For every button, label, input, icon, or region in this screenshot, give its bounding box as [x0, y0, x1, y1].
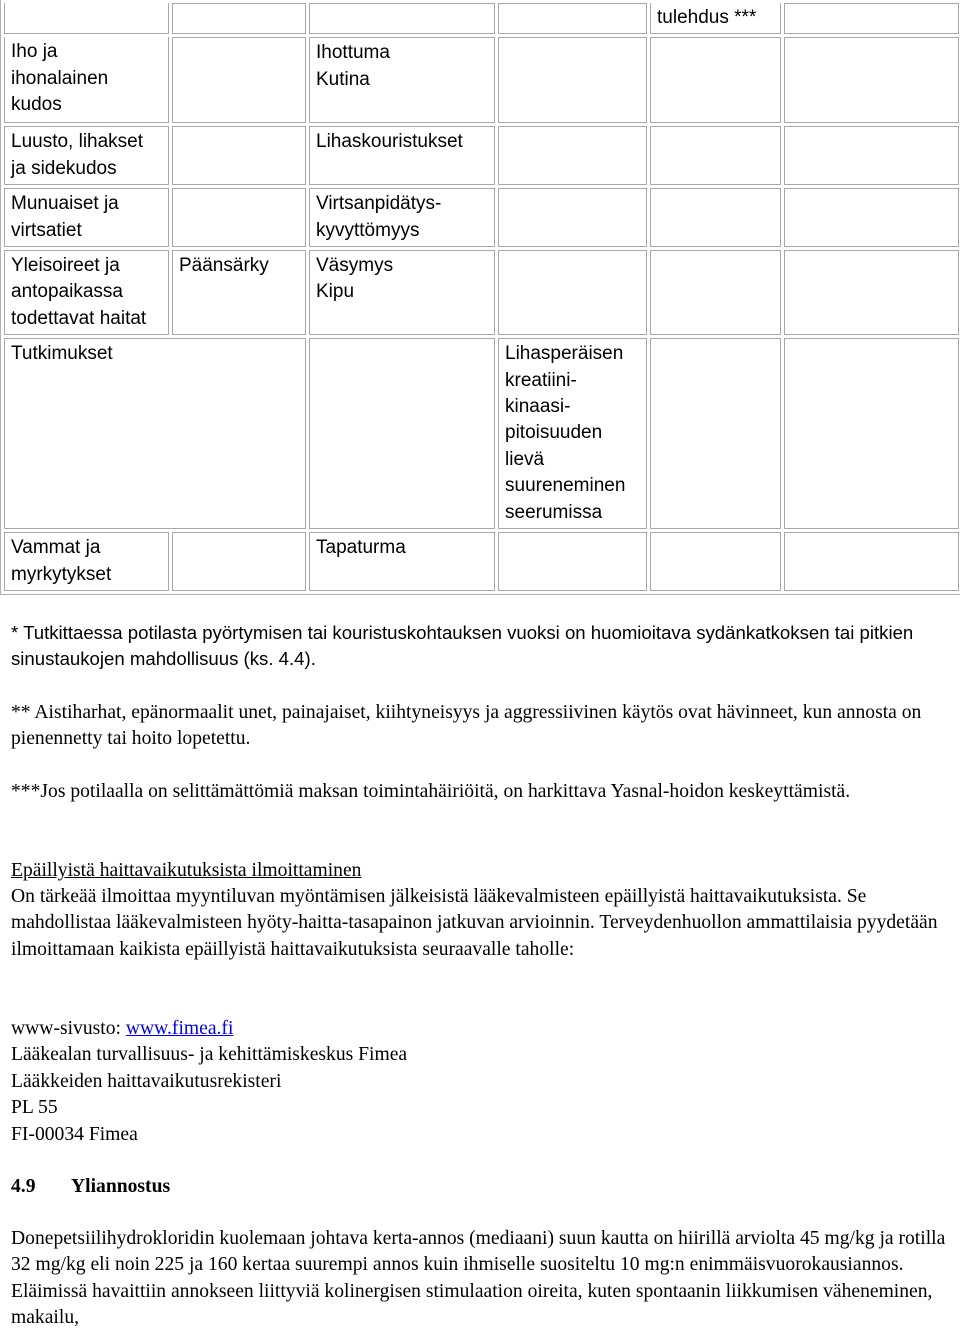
table-row: [4, 37, 959, 123]
table-cell: Väsymys Kipu: [309, 250, 495, 335]
website-label: www-sivusto:: [11, 1018, 126, 1039]
table-row: [4, 126, 959, 185]
table-cell: [650, 37, 781, 123]
table-cell: Virtsanpidätys- kyvyttömyys: [309, 188, 495, 247]
organ-class-cell: Yleisoireet ja antopaikassa todettavat haitat: [4, 250, 169, 335]
table-cell: [650, 338, 781, 529]
organ-class-cell: Luusto, lihakset ja sidekudos: [4, 126, 169, 185]
table-cell: [498, 37, 647, 123]
table-cell: [498, 250, 647, 335]
table-cell: [784, 338, 959, 529]
table-cell: [784, 37, 959, 123]
table-row: [4, 250, 959, 335]
table-cell: [309, 3, 495, 34]
address-line: Lääkealan turvallisuus- ja kehittämiskeskus Fimea: [11, 1044, 408, 1066]
website-line: [11, 1016, 941, 1042]
fimea-link[interactable]: www.fimea.fi: [125, 1018, 234, 1039]
table-cell: [650, 126, 781, 185]
table-cell: [784, 126, 959, 185]
table-cell: Lihasperäisen kreatiini- kinaasi- pitoisuuden lievä suureneminen seerumissa: [498, 338, 647, 529]
organ-class-cell: Vammat ja myrkytykset: [4, 532, 169, 591]
table-cell: [172, 188, 306, 247]
organ-class-cell: Iho ja ihonalainen kudos: [4, 37, 169, 123]
table-cell: [309, 338, 495, 529]
organ-class-cell: Tutkimukset: [4, 338, 306, 529]
table-cell: [498, 126, 647, 185]
table-cell: [172, 126, 306, 185]
reporting-contact: [11, 1016, 941, 1148]
table-row: [4, 188, 959, 247]
table-cell: [650, 3, 781, 34]
table-cell: [650, 532, 781, 591]
table-cell: [172, 3, 306, 34]
table-cell: Tapaturma: [309, 532, 495, 591]
organ-class-cell: Munuaiset ja virtsatiet: [4, 188, 169, 247]
section-number: 4.9: [11, 1176, 36, 1197]
table-cell: [784, 532, 959, 591]
reporting-body: On tärkeää ilmoittaa myyntiluvan myöntämisen jälkeisistä lääkevalmisteen epäillyistä haittavaikutuksista. Se mahdollistaa lääkevalmisteen hyöty-haitta-tasapainon jatkuvan arvioinnin. Terveydenhuollon ammattilaisia pyydetään ilmoittamaan kaikista epäillyistä haittavaikutuksista seuraavalle taholle:: [11, 886, 938, 960]
table-cell: [784, 188, 959, 247]
table-cell: [172, 37, 306, 123]
table-cell: [498, 3, 647, 34]
address-line: FI-00034 Fimea: [11, 1123, 138, 1145]
reporting-heading: Epäillyistä haittavaikutuksista ilmoittaminen: [11, 860, 362, 881]
footnote-1: * Tutkittaessa potilasta pyörtymisen tai kouristuskohtauksen vuoksi on huomioitava sydänkatkoksen tai pitkien sinustaukojen mahdollisuus (ks. 4.4).: [11, 622, 914, 670]
address-line: PL 55: [11, 1097, 58, 1119]
table-cell: Päänsärky: [172, 250, 306, 335]
footnote-2: ** Aistiharhat, epänormaalit unet, painajaiset, kiihtyneisyys ja aggressiivinen käytös ovat hävinneet, kun annosta on pienennetty tai hoito lopetettu.: [11, 702, 922, 750]
address-line: Lääkkeiden haittavaikutusrekisteri: [11, 1070, 282, 1092]
footnote-3: ***Jos potilaalla on selittämättömiä maksan toimintahäiriöitä, on harkittava Yasnal-hoidon keskeyttämistä.: [11, 781, 851, 802]
table-cell: Ihottuma Kutina: [309, 37, 495, 123]
table-cell: [498, 188, 647, 247]
adverse-effects-table: [0, 0, 960, 595]
table-cell: [784, 3, 959, 34]
table-cell: [4, 3, 169, 34]
section-title: Yliannostus: [71, 1176, 171, 1197]
table-row: [4, 3, 959, 34]
table-cell: [498, 532, 647, 591]
table-cell: Lihaskouristukset: [309, 126, 495, 185]
table-row: [4, 338, 959, 529]
section-body: Donepetsiilihydrokloridin kuolemaan johtava kerta-annos (mediaani) suun kautta on hiirillä arviolta 45 mg/kg ja rotilla 32 mg/kg eli noin 225 ja 160 kertaa suurempi annos kuin ihmiselle suositeltu 10 mg:n enimmäisvuorokausiannos. Eläimissä havaittiin annokseen liittyviä kolinergisen stimulaation oireita, kuten spontaanin liikkumisen väheneminen, makailu,: [11, 1228, 946, 1329]
table-cell: [650, 188, 781, 247]
table-cell: [650, 250, 781, 335]
table-cell: [784, 250, 959, 335]
table-row: [4, 532, 959, 591]
table-cell: [172, 532, 306, 591]
section-heading: [11, 1174, 941, 1200]
header-note: tulehdus ***: [657, 7, 757, 28]
